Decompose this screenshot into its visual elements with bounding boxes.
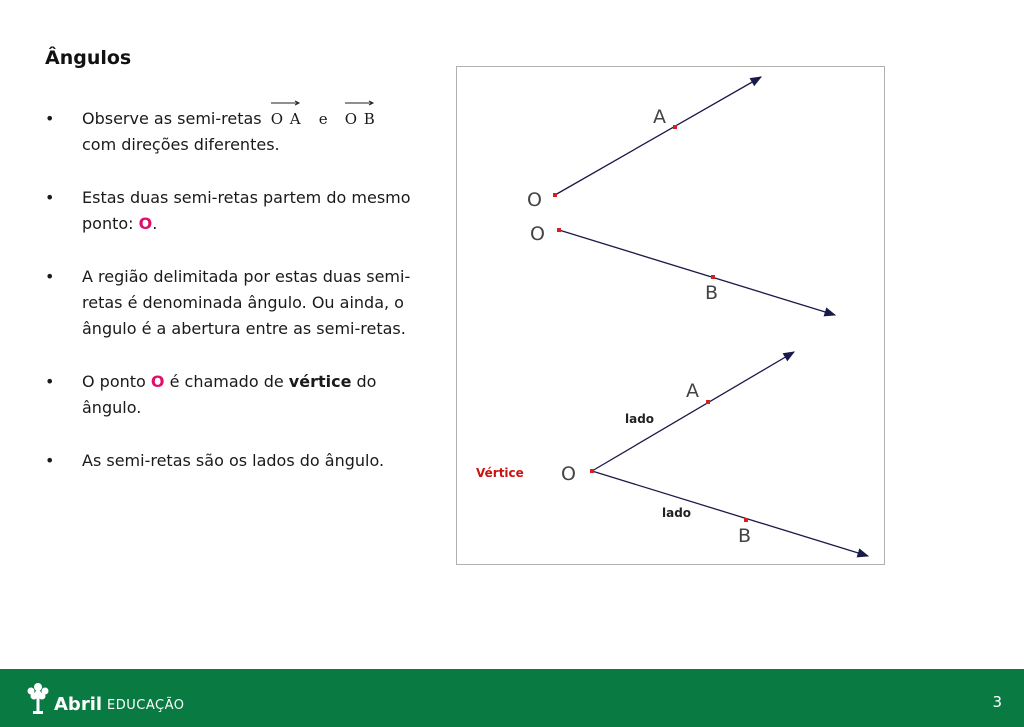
angle-figure xyxy=(456,66,885,565)
bullet-dot: • xyxy=(45,109,55,128)
point-o-mark xyxy=(557,228,561,232)
brand-logo xyxy=(26,681,185,715)
bullet-text: do ângulo. xyxy=(82,372,377,417)
ray-ob-top xyxy=(557,228,835,315)
point-o-highlight: O xyxy=(150,372,165,391)
bullet-item xyxy=(45,185,425,237)
bullet-item xyxy=(45,448,425,474)
vertex-mark xyxy=(590,469,594,473)
point-a-mark xyxy=(673,125,677,129)
vertex-term: vértice xyxy=(288,372,352,391)
label-o-top-2: O xyxy=(530,223,545,245)
bullet-text: Observe as semi-retas xyxy=(82,109,262,128)
tree-logo-icon xyxy=(26,681,50,715)
bullet-item xyxy=(45,369,425,421)
point-o-mark xyxy=(553,193,557,197)
label-o-vertex: O xyxy=(561,463,576,485)
vector-conjunction: e xyxy=(318,110,328,128)
brand-subtitle: EDUCAÇÃO xyxy=(107,698,185,713)
brand-name: Abril xyxy=(54,694,103,715)
label-b-bottom: B xyxy=(738,525,752,547)
vector-oa xyxy=(271,106,302,132)
vector-arrow-icon xyxy=(271,100,301,106)
vector-ob xyxy=(345,106,376,132)
point-a-mark xyxy=(706,400,710,404)
bullet-item xyxy=(45,264,425,342)
angle-with-vertex xyxy=(590,352,868,556)
bullet-list xyxy=(45,106,425,501)
vector-oa-label: O A xyxy=(270,110,302,128)
label-vertice: Vértice xyxy=(476,466,524,480)
bullet-dot: • xyxy=(45,267,55,286)
angle-diagram xyxy=(457,67,884,564)
bullet-text: com direções diferentes. xyxy=(82,135,280,154)
vector-arrow-icon xyxy=(345,100,375,106)
bullet-text: A região delimitada por estas duas semi-retas é denominada ângulo. Ou ainda, o ângulo é a abertura entre as semi-retas. xyxy=(82,267,411,338)
label-lado-1: lado xyxy=(625,412,655,426)
label-o-top-1: O xyxy=(527,189,542,211)
bullet-dot: • xyxy=(45,372,55,391)
footer-bar xyxy=(0,669,1024,727)
label-a-top: A xyxy=(653,106,666,128)
ray-oa-top xyxy=(553,77,761,197)
bullet-text: . xyxy=(152,214,158,233)
page-number: 3 xyxy=(992,693,1002,711)
bullet-text: é chamado de xyxy=(164,372,289,391)
bullet-text: Estas duas semi-retas partem do mesmo ponto: xyxy=(82,188,411,233)
point-b-mark xyxy=(711,275,715,279)
label-lado-2: lado xyxy=(662,506,692,520)
point-b-mark xyxy=(744,518,748,522)
label-b-top: B xyxy=(705,282,719,304)
vector-ob-label: O B xyxy=(344,110,376,128)
bullet-item xyxy=(45,106,425,158)
bullet-dot: • xyxy=(45,451,55,470)
bullet-text: O ponto xyxy=(82,372,151,391)
bullet-text: As semi-retas são os lados do ângulo. xyxy=(82,451,385,470)
label-a-bottom: A xyxy=(686,380,699,402)
bullet-dot: • xyxy=(45,188,55,207)
point-o-highlight: O xyxy=(138,214,153,233)
slide-title: Ângulos xyxy=(45,47,132,69)
